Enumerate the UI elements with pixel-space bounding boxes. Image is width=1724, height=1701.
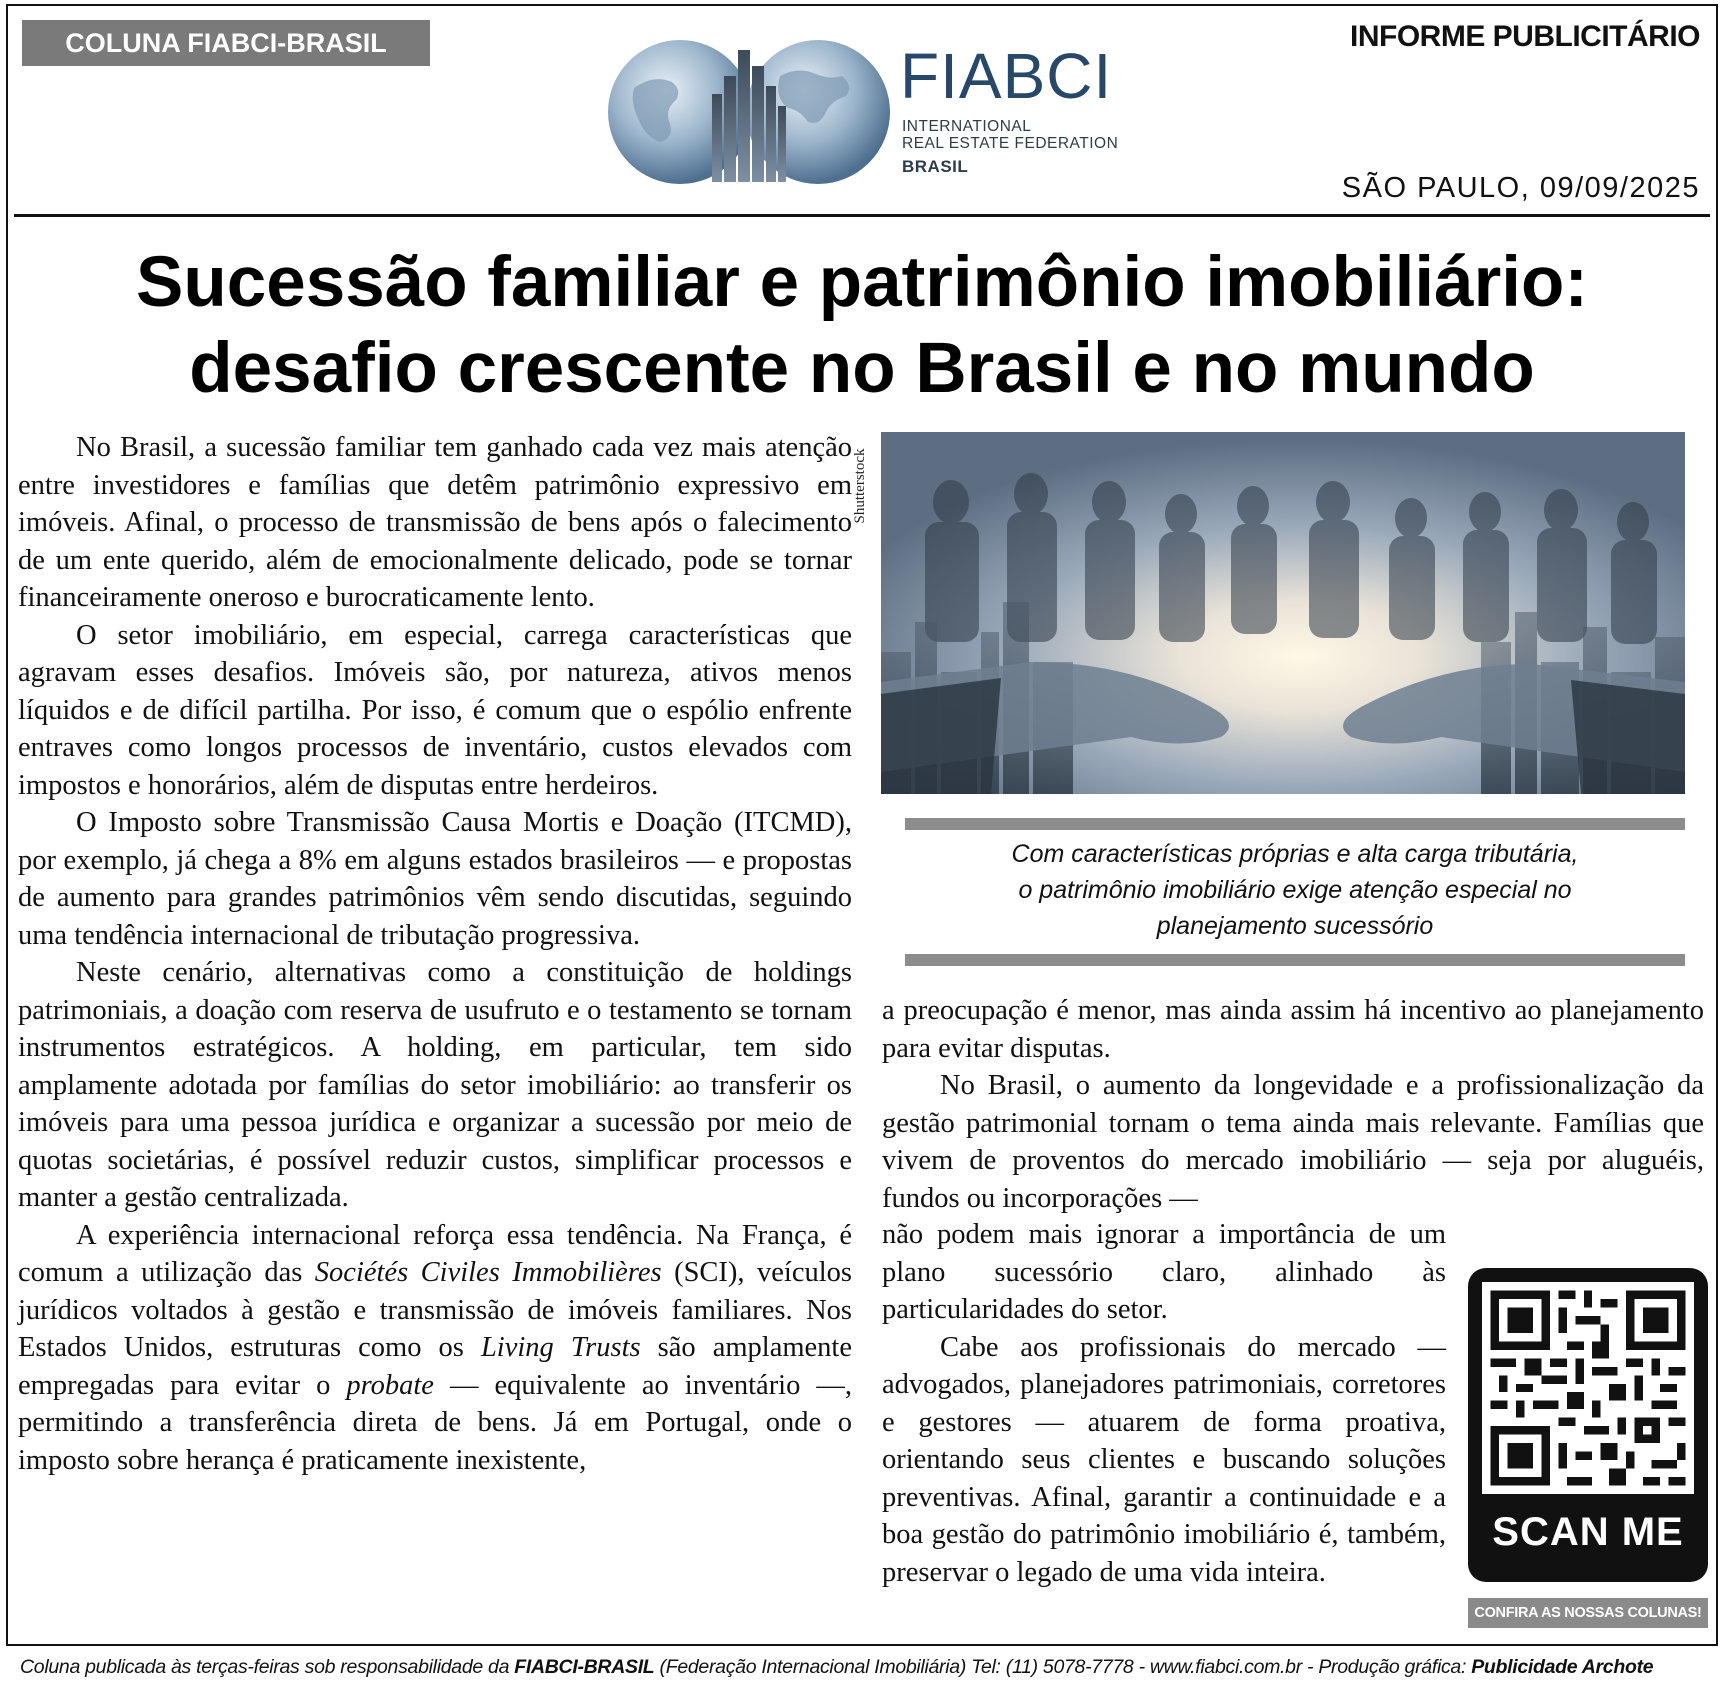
logo-subtitle-2: REAL ESTATE FEDERATION bbox=[902, 135, 1119, 152]
headline bbox=[0, 240, 1724, 412]
logo-subtitle-3: BRASIL bbox=[902, 157, 969, 176]
footer-text-2: (Federação Internacional Imobiliária) Tel: (11) 5078-7778 - www.fiabci.com.br - Produção gráfica: bbox=[654, 1656, 1472, 1678]
caption-top-bar bbox=[905, 818, 1685, 830]
caption-line-2: o patrimônio imobiliário exige atenção especial no bbox=[1018, 876, 1572, 904]
column-tag: COLUNA FIABCI-BRASIL bbox=[22, 20, 430, 66]
publication-date: SÃO PAULO, 09/09/2025 bbox=[1341, 172, 1700, 204]
confira-colunas-badge[interactable]: CONFIRA AS NOSSAS COLUNAS! bbox=[1468, 1598, 1708, 1628]
paragraph-3: O Imposto sobre Transmissão Causa Mortis e Doação (ITCMD), por exemplo, já chega a 8% em alguns estados brasileiros — e propostas de aumento para grandes patrimônios vêm sendo discutidas, seguindo uma tendência internacional de tributação progressiva. bbox=[18, 807, 852, 951]
footer-producer: Publicidade Archote bbox=[1471, 1656, 1654, 1678]
footer-text-1: Coluna publicada às terças-feiras sob responsabilidade da bbox=[20, 1656, 515, 1678]
paragraph-7: Cabe aos profissionais do mercado — advogados, planejadores patrimoniais, corretores e gestores — atuarem de forma proativa, orientando seus clientes e buscando soluções preventivas. Afinal, garantir a continuidade e a boa gestão do patrimônio imobiliário é, também, preservar o legado de uma vida inteira. bbox=[882, 1331, 1446, 1588]
term-probate: probate bbox=[346, 1369, 434, 1401]
term-living-trusts: Living Trusts bbox=[480, 1332, 641, 1363]
caption-bottom-bar bbox=[905, 954, 1685, 966]
paragraph-5-text-b: (SCI), veículos jurídicos voltados à gestão e transmissão de imóveis familiares. Nos Estados Unidos, estruturas como os bbox=[18, 1257, 852, 1363]
photo-credit bbox=[852, 436, 878, 536]
header-rule bbox=[14, 214, 1710, 217]
qr-code-icon bbox=[1482, 1282, 1694, 1494]
informe-publicitario-label: INFORME PUBLICITÁRIO bbox=[1350, 20, 1700, 53]
caption-line-1: Com características próprias e alta carga tributária, bbox=[1011, 840, 1579, 868]
article-photo bbox=[881, 432, 1685, 794]
fiabci-logo bbox=[604, 36, 1124, 186]
paragraph-5-text-c: são amplamente empregadas para evitar o bbox=[18, 1332, 853, 1401]
term-sci: Sociétés Civiles Immobilières bbox=[314, 1257, 662, 1288]
qr-code[interactable] bbox=[1482, 1282, 1694, 1494]
article-column-1 bbox=[18, 429, 852, 1479]
article-column-2-bottom bbox=[882, 1216, 1446, 1591]
handshake-city-photo bbox=[881, 432, 1685, 794]
globe-buildings-icon bbox=[604, 36, 894, 186]
photo-credit-text: Shutterstock bbox=[852, 448, 868, 524]
footer-credits bbox=[20, 1656, 1710, 1679]
qr-code-panel[interactable] bbox=[1468, 1268, 1708, 1582]
logo-wordmark: FIABCI bbox=[900, 40, 1113, 112]
paragraph-6-continued: não podem mais ignorar a importância de um plano sucessório claro, alinhado às particularidades do setor. bbox=[882, 1219, 1446, 1325]
paragraph-6: No Brasil, o aumento da longevidade e a profissionalização da gestão patrimonial tornam o tema ainda mais relevante. Famílias que vivem de proventos do mercado imobiliário — seja por aluguéis, fundos ou incorporações — bbox=[882, 1070, 1704, 1214]
paragraph-5-continued: a preocupação é menor, mas ainda assim há incentivo ao planejamento para evitar disputas. bbox=[882, 995, 1704, 1064]
caption-line-3: planejamento sucessório bbox=[1156, 912, 1434, 940]
logo-subtitle-1: INTERNATIONAL bbox=[902, 118, 1032, 135]
paragraph-1: No Brasil, a sucessão familiar tem ganhado cada vez mais atenção entre investidores e famílias que detêm patrimônio expressivo em imóveis. Afinal, o processo de transmissão de bens após o falecimento de um ente querido, além de emocionalmente delicado, pode se tornar financeiramente oneroso e burocraticamente lento. bbox=[18, 432, 852, 613]
paragraph-5-text-a: A experiência internacional reforça essa tendência. Na França, é comum a utilização das bbox=[18, 1219, 852, 1288]
article-column-2-top bbox=[882, 992, 1704, 1217]
photo-caption bbox=[905, 836, 1685, 944]
paragraph-4: Neste cenário, alternativas como a constituição de holdings patrimoniais, a doação com reserva de usufruto e o testamento se tornam instrumentos estratégicos. A holding, em particular, tem sido amplamente adotada por famílias do setor imobiliário: ao transferir os imóveis para uma pessoa jurídica e organizar a sucessão por meio de quotas societárias, é possível reduzir custos, simplificar processos e manter a gestão centralizada. bbox=[18, 957, 852, 1213]
paragraph-5 bbox=[18, 1217, 852, 1480]
paragraph-5-text-d: — equivalente ao inventário —, permitindo a transferência direta de bens. Já em Portugal, onde o imposto sobre herança é praticamente inexistente, bbox=[18, 1369, 852, 1476]
headline-line-2: desafio crescente no Brasil e no mundo bbox=[189, 329, 1535, 408]
footer-org: FIABCI-BRASIL bbox=[514, 1656, 655, 1678]
headline-line-1: Sucessão familiar e patrimônio imobiliário: bbox=[136, 243, 1588, 322]
scan-me-label: SCAN ME bbox=[1492, 1510, 1684, 1554]
paragraph-2: O setor imobiliário, em especial, carrega características que agravam esses desafios. Imóveis são, por natureza, ativos menos líquidos e de difícil partilha. Por isso, é comum que o espólio enfrente entraves como longos processos de inventário, custos elevados com impostos e honorários, além de disputas entre herdeiros. bbox=[18, 619, 852, 801]
